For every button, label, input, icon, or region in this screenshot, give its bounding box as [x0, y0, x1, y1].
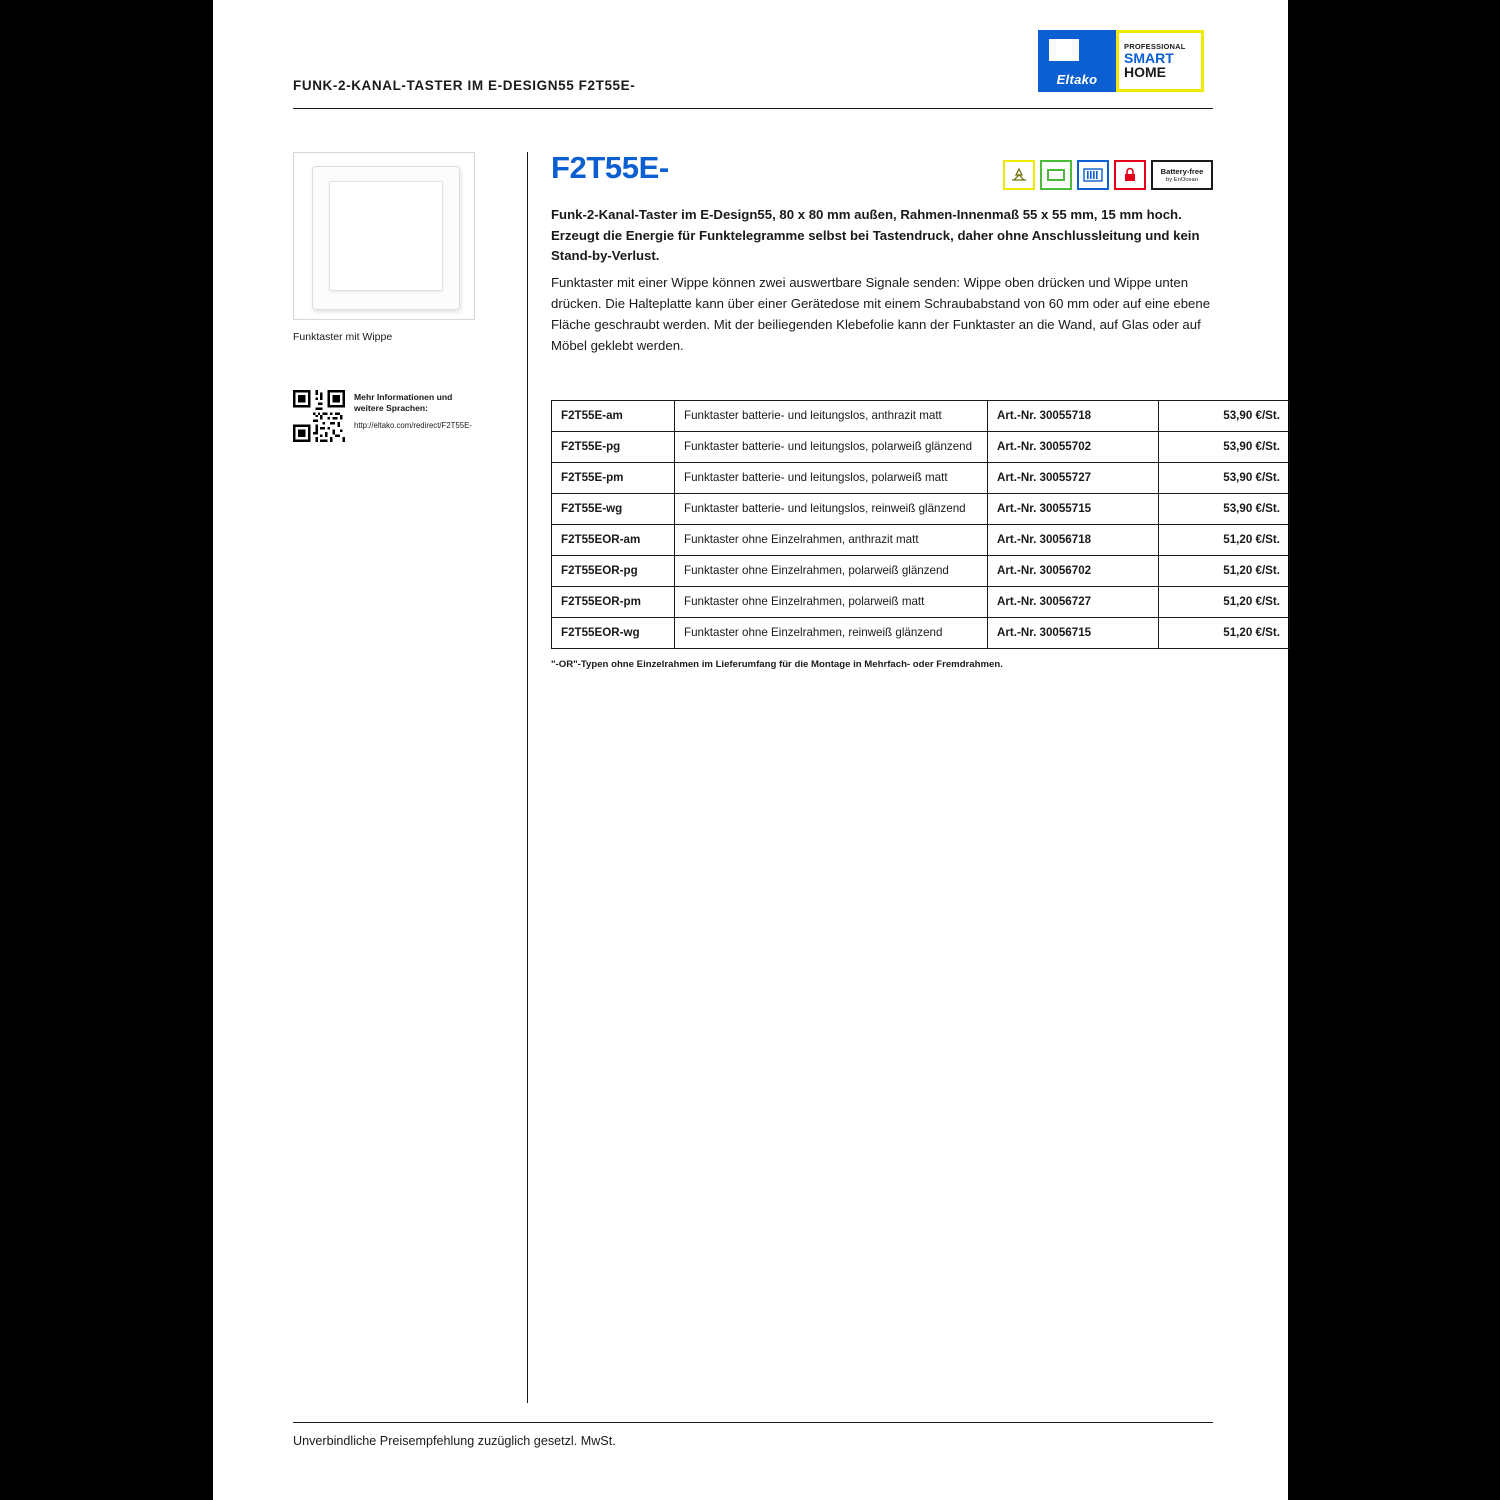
flush-mount-glyph [1083, 168, 1103, 182]
cell-type: F2T55EOR-am [552, 524, 675, 555]
cell-price: 53,90 €/St. [1159, 462, 1290, 493]
cell-description: Funktaster ohne Einzelrahmen, reinweiß glänzend [675, 617, 988, 648]
price-table [551, 400, 1290, 649]
qr-text [354, 390, 472, 431]
product-image [293, 152, 475, 320]
cell-description: Funktaster batterie- und leitungslos, anthrazit matt [675, 400, 988, 431]
product-image-caption: Funktaster mit Wippe [293, 331, 393, 343]
header-divider [293, 108, 1213, 109]
smart-home-home-label: HOME [1124, 64, 1166, 80]
cell-description: Funktaster batterie- und leitungslos, polarweiß glänzend [675, 431, 988, 462]
logo-block [1038, 30, 1204, 92]
cell-article-number: Art.-Nr. 30056715 [988, 617, 1159, 648]
cell-article-number: Art.-Nr. 30056727 [988, 586, 1159, 617]
table-row [552, 617, 1290, 648]
cell-description: Funktaster batterie- und leitungslos, polarweiß matt [675, 462, 988, 493]
qr-info-block [293, 390, 503, 442]
table-row [552, 431, 1290, 462]
table-row [552, 493, 1290, 524]
smart-home-smart-label: SMART [1124, 50, 1174, 66]
cell-description: Funktaster ohne Einzelrahmen, polarweiß glänzend [675, 555, 988, 586]
cell-description: Funktaster ohne Einzelrahmen, polarweiß matt [675, 586, 988, 617]
cell-price: 51,20 €/St. [1159, 586, 1290, 617]
smart-home-professional-label: PROFESSIONAL [1124, 42, 1186, 51]
battery-free-label: Battery-free [1160, 166, 1204, 176]
qr-link[interactable]: http://eltako.com/redirect/F2T55E- [354, 421, 472, 430]
qr-title-line2: weitere Sprachen: [354, 403, 429, 413]
enocean-label: by EnOcean [1166, 176, 1198, 183]
product-description: Funktaster mit einer Wippe können zwei auswertbare Signale senden: Wippe oben drücken und Wippe unten drücken. Die Halteplatte kann über einer Gerätedose mit einem Schraubabstand von 60 mm oder auf eine ebene Fläche geschraubt werden. Mit der beiliegenden Klebefolie kann der Funktaster an die Wand, auf Glas oder auf Möbel geklebt werden. [551, 274, 1211, 353]
cell-description: Funktaster ohne Einzelrahmen, anthrazit matt [675, 524, 988, 555]
cell-type: F2T55E-pm [552, 462, 675, 493]
main-column [551, 150, 1280, 670]
cell-type: F2T55E-pg [552, 431, 675, 462]
table-row [552, 524, 1290, 555]
qr-code-icon[interactable] [293, 390, 345, 442]
cell-article-number: Art.-Nr. 30055715 [988, 493, 1159, 524]
page-title: FUNK-2-KANAL-TASTER IM E-DESIGN55 F2T55E- [293, 78, 636, 93]
eltako-wordmark: Eltako [1056, 72, 1098, 87]
table-row [552, 586, 1290, 617]
table-footnote: "-OR"-Typen ohne Einzelrahmen im Lieferumfang für die Montage in Mehrfach- oder Fremdrahmen. [551, 658, 1003, 670]
table-row [552, 555, 1290, 586]
cell-price: 53,90 €/St. [1159, 431, 1290, 462]
table-row [552, 462, 1290, 493]
cell-price: 53,90 €/St. [1159, 493, 1290, 524]
cell-type: F2T55EOR-pm [552, 586, 675, 617]
cell-price: 51,20 €/St. [1159, 555, 1290, 586]
recycling-glyph [1010, 167, 1028, 183]
footer-note: Unverbindliche Preisempfehlung zuzüglich gesetzl. MwSt. [293, 1434, 616, 1448]
cell-price: 53,90 €/St. [1159, 400, 1290, 431]
cell-article-number: Art.-Nr. 30055718 [988, 400, 1159, 431]
switch-frame-graphic [312, 166, 460, 310]
cell-type: F2T55EOR-wg [552, 617, 675, 648]
lock-glyph [1123, 167, 1137, 183]
product-description-bold: Funk-2-Kanal-Taster im E-Design55, 80 x 80 mm außen, Rahmen-Innenmaß 55 x 55 mm, 15 mm hoch. Erzeugt die Energie für Funktelegramme selbst bei Tastendruck, daher ohne Anschlussleitung und kein Stand-by-Verlust. [551, 207, 1200, 263]
cell-article-number: Art.-Nr. 30055727 [988, 462, 1159, 493]
recycling-icon [1003, 160, 1035, 190]
product-title: F2T55E- [551, 150, 669, 185]
qr-title-line1: Mehr Informationen und [354, 392, 453, 402]
badge-row [1003, 160, 1213, 190]
cell-type: F2T55EOR-pg [552, 555, 675, 586]
column-divider [527, 152, 528, 1403]
cell-type: F2T55E-am [552, 400, 675, 431]
cell-description: Funktaster batterie- und leitungslos, reinweiß glänzend [675, 493, 988, 524]
battery-free-enocean-icon [1151, 160, 1213, 190]
footer-divider [293, 1422, 1213, 1423]
flush-mount-icon [1077, 160, 1109, 190]
table-row [552, 400, 1290, 431]
cell-price: 51,20 €/St. [1159, 617, 1290, 648]
eltako-mark-icon [1049, 39, 1079, 61]
switch-rocker-graphic [329, 181, 443, 291]
cell-article-number: Art.-Nr. 30056702 [988, 555, 1159, 586]
smart-home-logo [1116, 30, 1204, 92]
surface-mount-icon [1040, 160, 1072, 190]
lock-icon [1114, 160, 1146, 190]
cell-price: 51,20 €/St. [1159, 524, 1290, 555]
cell-type: F2T55E-wg [552, 493, 675, 524]
eltako-logo [1038, 30, 1116, 92]
cell-article-number: Art.-Nr. 30055702 [988, 431, 1159, 462]
datasheet-page [213, 0, 1288, 1500]
cell-article-number: Art.-Nr. 30056718 [988, 524, 1159, 555]
left-column [293, 152, 493, 343]
surface-mount-glyph [1046, 168, 1066, 182]
